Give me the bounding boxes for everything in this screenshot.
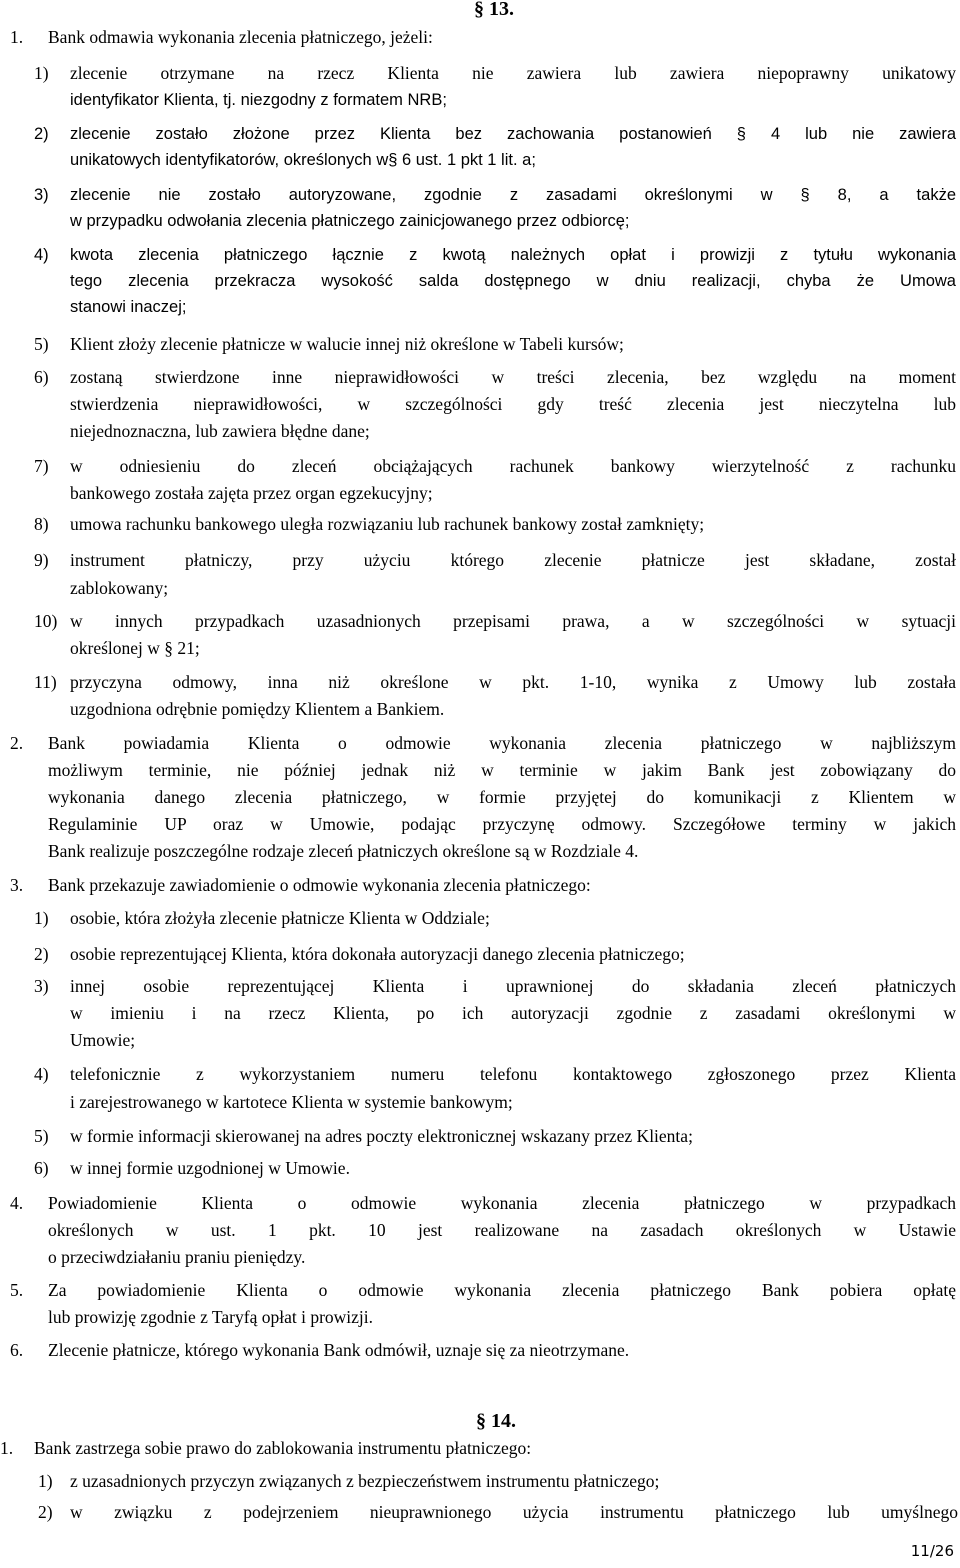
- item-text: osobie reprezentującej Klienta, która dokonała autoryzacji danego zlecenia płatniczego;: [70, 944, 685, 964]
- item-text: innej osobie reprezentującej Klienta i uprawnionej do składania zleceń płatniczych: [70, 976, 956, 996]
- para-number: 3.: [10, 875, 24, 895]
- item-number: 11): [34, 672, 57, 692]
- item-number: 8): [34, 514, 49, 534]
- item-text: zablokowany;: [70, 578, 169, 598]
- item-text: w formie informacji skierowanej na adres poczty elektronicznej wskazany przez Klienta;: [70, 1126, 693, 1146]
- para-text: Bank przekazuje zawiadomienie o odmowie wykonania zlecenia płatniczego:: [48, 875, 591, 895]
- item-text: zlecenie zostało złożone przez Klienta bez zachowania postanowień § 4 lub nie zawiera: [70, 125, 956, 143]
- item-text: określonej w § 21;: [70, 638, 200, 658]
- item-number: 4): [34, 1064, 49, 1084]
- item-text: w innych przypadkach uzasadnionych przepisami prawa, a w szczególności w sytuacji: [70, 611, 956, 631]
- item-number: 2): [34, 944, 49, 964]
- para-text: wykonania danego zlecenia płatniczego, w formie przyjętej do komunikacji z Klientem w: [48, 787, 956, 807]
- para-text: określonych w ust. 1 pkt. 10 jest realizowane na zasadach określonych w Ustawie: [48, 1220, 956, 1240]
- item-number: 10): [34, 611, 58, 631]
- para-text: o przeciwdziałaniu praniu pieniędzy.: [48, 1247, 306, 1267]
- item-text: zlecenie nie zostało autoryzowane, zgodnie z zasadami określonymi w § 8, a także: [70, 186, 956, 204]
- para-number: 6.: [10, 1340, 24, 1360]
- para-number: 1.: [0, 1438, 14, 1458]
- item-text: w imieniu i na rzecz Klienta, po ich autoryzacji zgodnie z zasadami określonymi w: [70, 1003, 956, 1023]
- para-text: Zlecenie płatnicze, którego wykonania Bank odmówił, uznaje się za nieotrzymane.: [48, 1340, 630, 1360]
- item-number: 1): [34, 63, 49, 83]
- para-text: Za powiadomienie Klienta o odmowie wykonania zlecenia płatniczego Bank pobiera opłatę: [48, 1280, 956, 1300]
- para-text: lub prowizję zgodnie z Taryfą opłat i prowizji.: [48, 1307, 374, 1327]
- item-text: bankowego została zajęta przez organ egzekucyjny;: [70, 483, 433, 503]
- item-number: 5): [34, 334, 49, 354]
- item-text: uzgodniona odrębnie pomiędzy Klientem a Bankiem.: [70, 699, 445, 719]
- section-14-heading: § 14.: [476, 1410, 516, 1432]
- item-number: 7): [34, 456, 49, 476]
- item-text: przyczyna odmowy, inna niż określone w pkt. 1-10, wynika z Umowy lub została: [70, 672, 956, 692]
- para-number: 2.: [10, 733, 24, 753]
- item-text: kwota zlecenia płatniczego łącznie z kwotą należnych opłat i prowizji z tytułu wykonania: [70, 246, 956, 264]
- para-text: Powiadomienie Klienta o odmowie wykonania zlecenia płatniczego w przypadkach: [48, 1193, 956, 1213]
- para-text: Bank powiadamia Klienta o odmowie wykonania zlecenia płatniczego w najbliższym: [48, 733, 956, 753]
- section-13-heading: § 13.: [474, 0, 514, 20]
- para-text: Bank odmawia wykonania zlecenia płatniczego, jeżeli:: [48, 27, 433, 47]
- item-number: 3): [34, 976, 49, 996]
- item-text: telefonicznie z wykorzystaniem numeru telefonu kontaktowego zgłoszonego przez Klienta: [70, 1064, 956, 1084]
- item-number: 5): [34, 1126, 49, 1146]
- para-text: Bank realizuje poszczególne rodzaje zleceń płatniczych określone są w Rozdziale 4.: [48, 841, 639, 861]
- item-text: Umowie;: [70, 1030, 136, 1050]
- item-text: osobie, która złożyła zlecenie płatnicze Klienta w Oddziale;: [70, 908, 490, 928]
- item-text: unikatowych identyfikatorów, określonych w§ 6 ust. 1 pkt 1 lit. a;: [70, 151, 536, 169]
- item-number: 1): [38, 1471, 53, 1491]
- item-number: 9): [34, 550, 49, 570]
- item-text: w związku z podejrzeniem nieuprawnionego użycia instrumentu płatniczego lub umyślnego: [70, 1502, 958, 1522]
- item-number: 3): [34, 186, 49, 204]
- item-text: w innej formie uzgodnionej w Umowie.: [70, 1158, 350, 1178]
- item-text: i zarejestrowanego w kartotece Klienta w systemie bankowym;: [70, 1092, 513, 1112]
- item-text: instrument płatniczy, przy użyciu którego zlecenie płatnicze jest składane, został: [70, 550, 956, 570]
- para-text: Bank zastrzega sobie prawo do zablokowania instrumentu płatniczego:: [34, 1438, 532, 1458]
- item-number: 4): [34, 246, 49, 264]
- item-number: 2): [34, 125, 49, 143]
- item-text: zostaną stwierdzone inne nieprawidłowości w treści zlecenia, bez względu na moment: [70, 367, 956, 387]
- item-text: stwierdzenia nieprawidłowości, w szczególności gdy treść zlecenia jest nieczytelna lub: [70, 394, 956, 414]
- para-number: 1.: [10, 27, 24, 47]
- item-text: zlecenie otrzymane na rzecz Klienta nie zawiera lub zawiera niepoprawny unikatowy: [70, 63, 956, 83]
- item-text: Klient złoży zlecenie płatnicze w walucie innej niż określone w Tabeli kursów;: [70, 334, 624, 354]
- item-text: tego zlecenia przekracza wysokość salda dostępnego w dniu realizacji, chyba że Umowa: [70, 272, 956, 290]
- item-number: 2): [38, 1502, 53, 1522]
- para-text: Regulaminie UP oraz w Umowie, podając przyczynę odmowy. Szczegółowe terminy w jakich: [48, 814, 956, 834]
- item-text: identyfikator Klienta, tj. niezgodny z formatem NRB;: [70, 91, 447, 109]
- item-number: 6): [34, 367, 49, 387]
- page-number: 11/26: [910, 1542, 954, 1560]
- para-number: 4.: [10, 1193, 24, 1213]
- item-number: 1): [34, 908, 49, 928]
- item-text: w odniesieniu do zleceń obciążających rachunek bankowy wierzytelność z rachunku: [70, 456, 956, 476]
- para-number: 5.: [10, 1280, 24, 1300]
- item-number: 6): [34, 1158, 49, 1178]
- item-text: w przypadku odwołania zlecenia płatniczego zainicjowanego przez odbiorcę;: [70, 212, 630, 230]
- item-text: niejednoznaczna, lub zawiera błędne dane;: [70, 421, 370, 441]
- para-text: możliwym terminie, nie później jednak niż w terminie w jakim Bank jest zobowiązany do: [48, 760, 956, 780]
- item-text: stanowi inaczej;: [70, 298, 187, 316]
- item-text: umowa rachunku bankowego uległa rozwiązaniu lub rachunek bankowy został zamknięty;: [70, 514, 705, 534]
- item-text: z uzasadnionych przyczyn związanych z bezpieczeństwem instrumentu płatniczego;: [70, 1471, 660, 1491]
